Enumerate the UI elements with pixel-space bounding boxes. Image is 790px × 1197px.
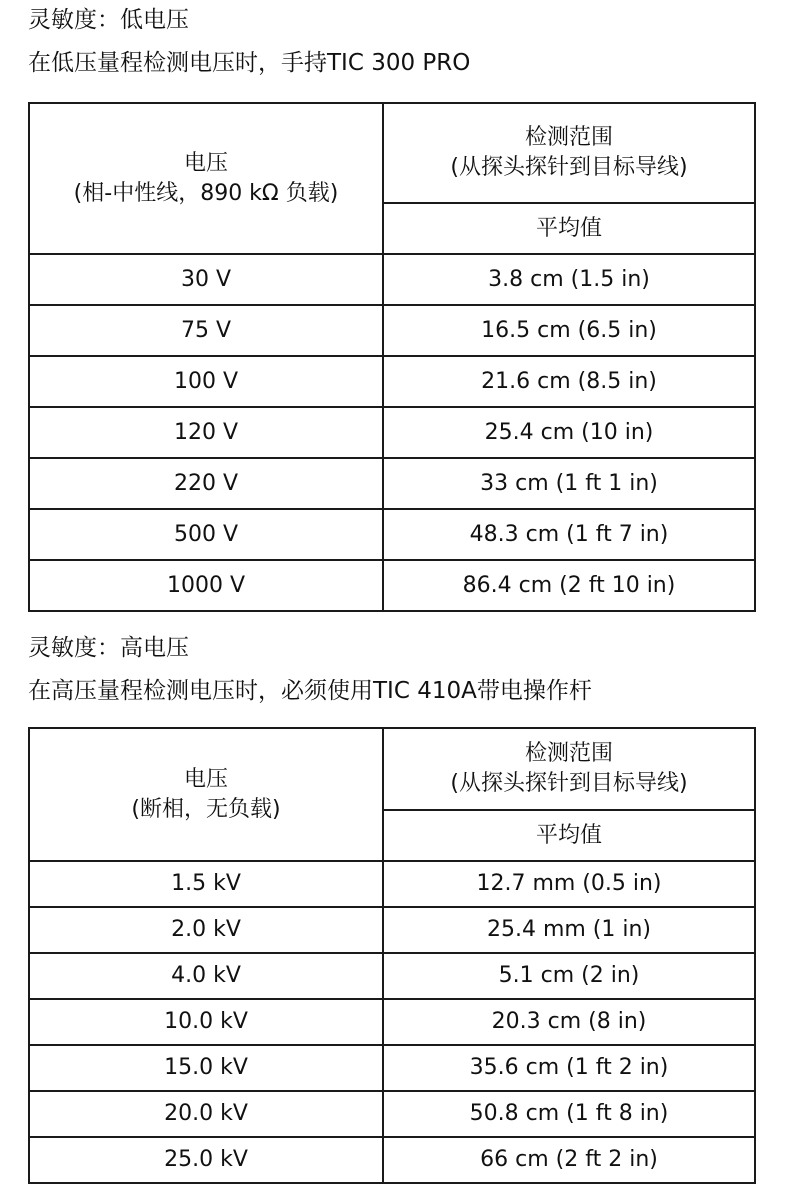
voltage-cell: 4.0 kV bbox=[29, 953, 383, 999]
voltage-header bbox=[29, 103, 383, 254]
table-row bbox=[29, 1091, 755, 1137]
average-subheader: 平均值 bbox=[383, 203, 755, 254]
range-header-title: 检测范围 bbox=[524, 125, 613, 150]
section2-subtitle: 在高压量程检测电压时，必须使用TIC 410A带电操作杆 bbox=[28, 678, 592, 704]
table-row bbox=[29, 1045, 755, 1091]
voltage-cell: 75 V bbox=[29, 305, 383, 356]
range-cell: 3.8 cm (1.5 in) bbox=[383, 254, 755, 305]
average-subheader: 平均值 bbox=[383, 810, 755, 861]
low-voltage-table bbox=[28, 102, 756, 612]
range-cell: 12.7 mm (0.5 in) bbox=[383, 861, 755, 907]
range-cell: 35.6 cm (1 ft 2 in) bbox=[383, 1045, 755, 1091]
voltage-header-title: 电压 bbox=[183, 150, 228, 176]
range-cell: 25.4 cm (10 in) bbox=[383, 407, 755, 458]
table-row bbox=[29, 560, 755, 611]
range-header bbox=[383, 728, 755, 810]
voltage-cell: 10.0 kV bbox=[29, 999, 383, 1045]
voltage-header-title: 电压 bbox=[183, 766, 228, 792]
voltage-cell: 30 V bbox=[29, 254, 383, 305]
table-row bbox=[29, 953, 755, 999]
voltage-header-condition: (相-中性线，890 kΩ 负载) bbox=[73, 180, 339, 206]
range-cell: 48.3 cm (1 ft 7 in) bbox=[383, 509, 755, 560]
range-cell: 21.6 cm (8.5 in) bbox=[383, 356, 755, 407]
table-row bbox=[29, 407, 755, 458]
table-row bbox=[29, 999, 755, 1045]
voltage-header-condition: (断相，无负载) bbox=[131, 796, 281, 822]
range-cell: 50.8 cm (1 ft 8 in) bbox=[383, 1091, 755, 1137]
range-cell: 66 cm (2 ft 2 in) bbox=[383, 1137, 755, 1183]
table-row bbox=[29, 305, 755, 356]
voltage-cell: 25.0 kV bbox=[29, 1137, 383, 1183]
table-row bbox=[29, 458, 755, 509]
voltage-header bbox=[29, 728, 383, 861]
section2-heading: 灵敏度：高电压 bbox=[28, 635, 189, 661]
range-cell: 86.4 cm (2 ft 10 in) bbox=[383, 560, 755, 611]
table-row bbox=[29, 509, 755, 560]
voltage-cell: 220 V bbox=[29, 458, 383, 509]
table-row bbox=[29, 861, 755, 907]
table-row bbox=[29, 1137, 755, 1183]
table-row bbox=[29, 907, 755, 953]
section1-heading: 灵敏度：低电压 bbox=[28, 7, 189, 33]
range-header-condition: (从探头探针到目标导线) bbox=[450, 771, 688, 796]
section1-subtitle: 在低压量程检测电压时，手持TIC 300 PRO bbox=[28, 50, 471, 76]
table-row bbox=[29, 356, 755, 407]
voltage-cell: 20.0 kV bbox=[29, 1091, 383, 1137]
voltage-cell: 500 V bbox=[29, 509, 383, 560]
high-voltage-table bbox=[28, 727, 756, 1184]
voltage-cell: 120 V bbox=[29, 407, 383, 458]
range-cell: 16.5 cm (6.5 in) bbox=[383, 305, 755, 356]
range-cell: 5.1 cm (2 in) bbox=[383, 953, 755, 999]
range-cell: 20.3 cm (8 in) bbox=[383, 999, 755, 1045]
voltage-cell: 2.0 kV bbox=[29, 907, 383, 953]
range-cell: 33 cm (1 ft 1 in) bbox=[383, 458, 755, 509]
voltage-cell: 100 V bbox=[29, 356, 383, 407]
range-header-title: 检测范围 bbox=[524, 741, 613, 766]
table-row bbox=[29, 254, 755, 305]
voltage-cell: 1.5 kV bbox=[29, 861, 383, 907]
range-header-condition: (从探头探针到目标导线) bbox=[450, 155, 688, 180]
voltage-cell: 15.0 kV bbox=[29, 1045, 383, 1091]
range-header bbox=[383, 103, 755, 203]
range-cell: 25.4 mm (1 in) bbox=[383, 907, 755, 953]
voltage-cell: 1000 V bbox=[29, 560, 383, 611]
